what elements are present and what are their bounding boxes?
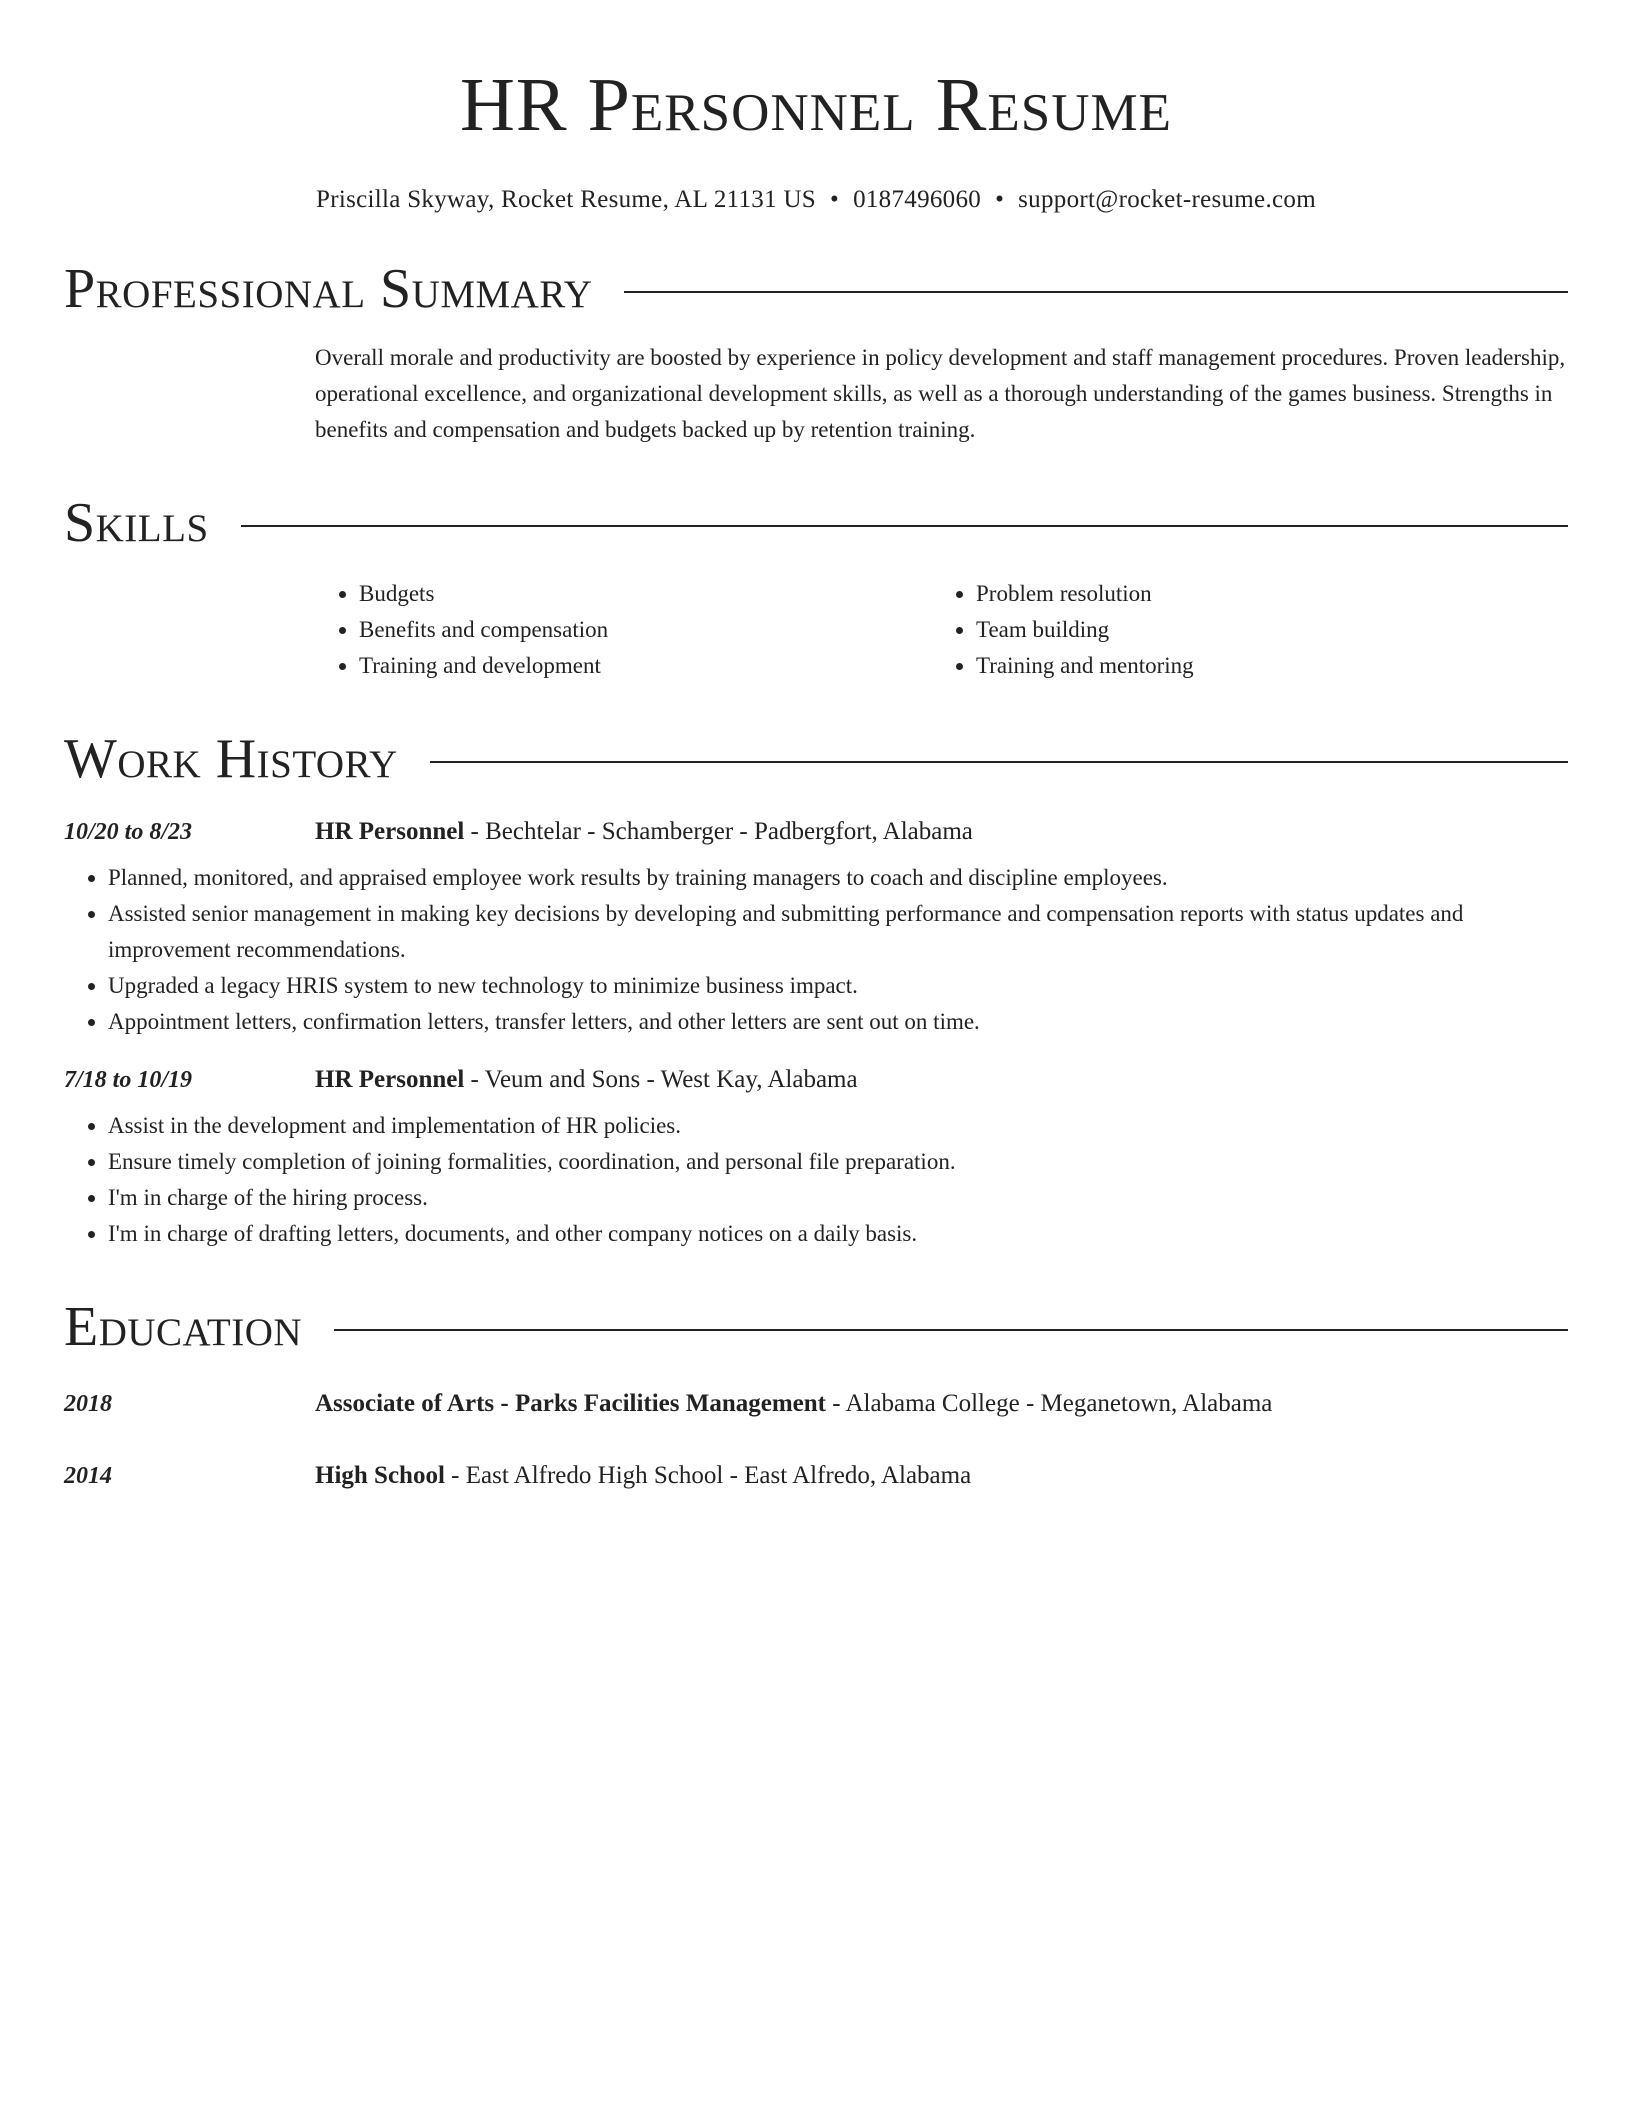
job-bullet: • Planned, monitored, and appraised employee work results by training managers to coach and discipline employees.: [108, 860, 1568, 896]
job-header: [64, 1066, 1568, 1094]
job-bullet: • Upgraded a legacy HRIS system to new technology to minimize business impact.: [108, 968, 1568, 1004]
education-details: - East Alfredo High School - East Alfredo, Alabama: [444, 1462, 972, 1489]
job-title: HR Personnel: [315, 818, 465, 845]
skill-item: • Training and development: [359, 648, 932, 684]
education-year: 2014: [64, 1463, 112, 1489]
education-entry: [64, 1390, 1568, 1418]
job-heading: [315, 1066, 858, 1094]
education-degree: High School: [315, 1462, 445, 1489]
job-dates: 7/18 to 10/19: [64, 1067, 193, 1093]
section-divider: [624, 291, 1568, 293]
section-header-skills: [64, 488, 1568, 558]
section-header-education: [64, 1292, 1568, 1362]
job-entry: [64, 1066, 1568, 1252]
section-divider: [241, 525, 1568, 527]
skill-item: • Team building: [976, 612, 1549, 648]
skill-item: • Training and mentoring: [976, 648, 1549, 684]
job-bullets: [64, 860, 1568, 1040]
skills-column-right: [932, 576, 1549, 684]
job-details: - Bechtelar - Schamberger - Padbergfort, Alabama: [464, 818, 973, 845]
section-title-education: Education: [64, 1296, 303, 1358]
section-divider: [334, 1329, 1568, 1331]
education-details: - Alabama College - Meganetown, Alabama: [826, 1390, 1273, 1417]
contact-line: [64, 186, 1568, 214]
education-year: 2018: [64, 1391, 112, 1417]
job-bullet: • I'm in charge of drafting letters, documents, and other company notices on a daily basis.: [108, 1216, 1568, 1252]
skill-item: • Problem resolution: [976, 576, 1549, 612]
education-list: [64, 1390, 1568, 1490]
job-title: HR Personnel: [315, 1066, 465, 1093]
contact-email: support@rocket-resume.com: [1018, 186, 1316, 213]
skill-item: • Benefits and compensation: [359, 612, 932, 648]
section-header-summary: [64, 254, 1568, 324]
job-bullets: [64, 1108, 1568, 1252]
education-entry: [64, 1462, 1568, 1490]
contact-phone: 0187496060: [853, 186, 982, 213]
contact-separator: •: [830, 186, 840, 213]
section-divider: [430, 761, 1568, 763]
job-bullet: • Assisted senior management in making key decisions by developing and submitting performance and compensation reports with status updates and improvement recommendations.: [108, 896, 1568, 968]
education-degree: Associate of Arts - Parks Facilities Management: [315, 1390, 826, 1417]
job-header: [64, 818, 1568, 846]
job-bullet: • Assist in the development and implementation of HR policies.: [108, 1108, 1568, 1144]
section-title-work: Work History: [64, 728, 398, 790]
education-heading: [315, 1462, 971, 1490]
page-title: HR Personnel Resume: [460, 63, 1172, 147]
contact-separator: •: [995, 186, 1005, 213]
education-heading: [315, 1390, 1272, 1418]
skill-item: • Budgets: [359, 576, 932, 612]
job-bullet: • Ensure timely completion of joining formalities, coordination, and personal file preparation.: [108, 1144, 1568, 1180]
job-bullet: • I'm in charge of the hiring process.: [108, 1180, 1568, 1216]
section-title-skills: Skills: [64, 492, 209, 554]
section-title-summary: Professional Summary: [64, 258, 593, 320]
job-entry: [64, 818, 1568, 1040]
section-header-work: [64, 724, 1568, 794]
summary-text: Overall morale and productivity are boosted by experience in policy development and staff management procedures. Proven leadership, operational excellence, and organizational development skills, as well as a thorough understanding of the games business. Strengths in benefits and compensation and budgets backed up by retention training.: [315, 345, 1566, 442]
contact-address: Priscilla Skyway, Rocket Resume, AL 21131 US: [316, 186, 817, 213]
skills-list: [315, 576, 1568, 684]
job-bullet: • Appointment letters, confirmation letters, transfer letters, and other letters are sent out on time.: [108, 1004, 1568, 1040]
job-heading: [315, 818, 973, 846]
skills-column-left: [315, 576, 932, 684]
job-details: - Veum and Sons - West Kay, Alabama: [464, 1066, 858, 1093]
job-dates: 10/20 to 8/23: [64, 819, 193, 845]
